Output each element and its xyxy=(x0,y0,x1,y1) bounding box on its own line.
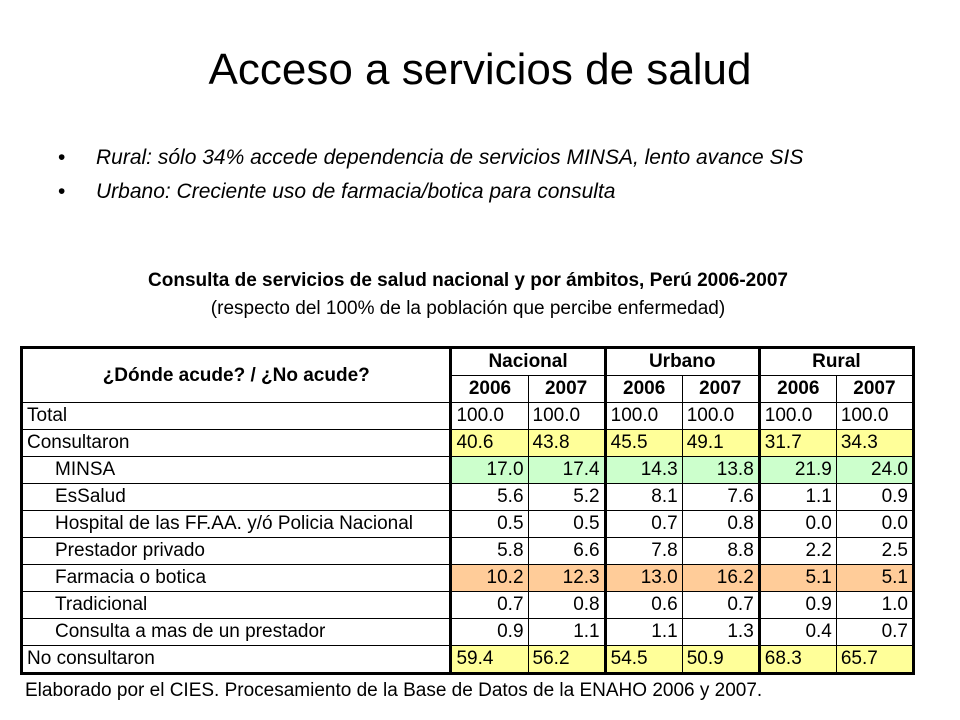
row-label: Total xyxy=(22,403,451,430)
cell-value: 5.1 xyxy=(759,565,836,592)
cell-value: 0.5 xyxy=(451,511,528,538)
cell-value: 0.8 xyxy=(528,592,605,619)
group-header-urbano: Urbano xyxy=(605,348,759,376)
cell-value: 8.1 xyxy=(605,484,682,511)
group-header-nacional: Nacional xyxy=(451,348,605,376)
cell-value: 65.7 xyxy=(836,646,913,674)
cell-value: 21.9 xyxy=(759,457,836,484)
cell-value: 0.7 xyxy=(682,592,759,619)
cell-value: 0.0 xyxy=(759,511,836,538)
cell-value: 1.1 xyxy=(528,619,605,646)
cell-value: 0.7 xyxy=(605,511,682,538)
bullet-item xyxy=(58,180,878,203)
cell-value: 1.1 xyxy=(759,484,836,511)
bullet-mark: • xyxy=(58,180,66,203)
cell-value: 31.7 xyxy=(759,430,836,457)
cell-value: 0.9 xyxy=(836,484,913,511)
cell-value: 100.0 xyxy=(759,403,836,430)
cell-value: 10.2 xyxy=(451,565,528,592)
cell-value: 0.7 xyxy=(451,592,528,619)
cell-value: 8.8 xyxy=(682,538,759,565)
cell-value: 6.6 xyxy=(528,538,605,565)
cell-value: 43.8 xyxy=(528,430,605,457)
row-label: Consultaron xyxy=(22,430,451,457)
table-row-no-consultaron xyxy=(22,646,914,674)
cell-value: 0.9 xyxy=(451,619,528,646)
bullet-list xyxy=(58,146,878,214)
cell-value: 12.3 xyxy=(528,565,605,592)
cell-value: 100.0 xyxy=(605,403,682,430)
row-label: Prestador privado xyxy=(22,538,451,565)
cell-value: 0.8 xyxy=(682,511,759,538)
cell-value: 2.5 xyxy=(836,538,913,565)
cell-value: 14.3 xyxy=(605,457,682,484)
cell-value: 50.9 xyxy=(682,646,759,674)
cell-value: 68.3 xyxy=(759,646,836,674)
cell-value: 49.1 xyxy=(682,430,759,457)
table-title: Consulta de servicios de salud nacional y por ámbitos, Perú 2006-2007 xyxy=(148,270,788,291)
source-note: Elaborado por el CIES. Procesamiento de la Base de Datos de la ENAHO 2006 y 2007. xyxy=(25,680,763,701)
cell-value: 17.4 xyxy=(528,457,605,484)
cell-value: 100.0 xyxy=(836,403,913,430)
cell-value: 59.4 xyxy=(451,646,528,674)
cell-value: 13.8 xyxy=(682,457,759,484)
bullet-text: Rural: sólo 34% accede dependencia de servicios MINSA, lento avance SIS xyxy=(96,146,804,169)
table-row-essalud xyxy=(22,484,914,511)
cell-value: 17.0 xyxy=(451,457,528,484)
cell-value: 100.0 xyxy=(682,403,759,430)
cell-value: 0.9 xyxy=(759,592,836,619)
row-label: Tradicional xyxy=(22,592,451,619)
bullet-text: Urbano: Creciente uso de farmacia/botica para consulta xyxy=(96,180,616,203)
cell-value: 54.5 xyxy=(605,646,682,674)
table-row-consultaron xyxy=(22,430,914,457)
year-header: 2006 xyxy=(451,376,528,403)
question-header: ¿Dónde acude? / ¿No acude? xyxy=(22,348,451,403)
year-header: 2006 xyxy=(605,376,682,403)
table-row-total xyxy=(22,403,914,430)
cell-value: 1.1 xyxy=(605,619,682,646)
row-label: Hospital de las FF.AA. y/ó Policia Nacional xyxy=(22,511,451,538)
cell-value: 16.2 xyxy=(682,565,759,592)
cell-value: 0.0 xyxy=(836,511,913,538)
cell-value: 5.6 xyxy=(451,484,528,511)
group-header-row xyxy=(22,348,914,376)
table-row-multi-prestador xyxy=(22,619,914,646)
cell-value: 1.3 xyxy=(682,619,759,646)
cell-value: 40.6 xyxy=(451,430,528,457)
table-row-hospital-ffaa xyxy=(22,511,914,538)
table-row-farmacia xyxy=(22,565,914,592)
cell-value: 0.7 xyxy=(836,619,913,646)
table-row-tradicional xyxy=(22,592,914,619)
table-subtitle: (respecto del 100% de la población que percibe enfermedad) xyxy=(210,298,726,319)
cell-value: 5.8 xyxy=(451,538,528,565)
year-header: 2006 xyxy=(759,376,836,403)
cell-value: 34.3 xyxy=(836,430,913,457)
cell-value: 0.6 xyxy=(605,592,682,619)
cell-value: 5.2 xyxy=(528,484,605,511)
cell-value: 13.0 xyxy=(605,565,682,592)
group-header-rural: Rural xyxy=(759,348,913,376)
row-label: No consultaron xyxy=(22,646,451,674)
row-label: MINSA xyxy=(22,457,451,484)
year-header: 2007 xyxy=(682,376,759,403)
year-header: 2007 xyxy=(528,376,605,403)
cell-value: 100.0 xyxy=(528,403,605,430)
row-label: Consulta a mas de un prestador xyxy=(22,619,451,646)
table-row-prestador-privado xyxy=(22,538,914,565)
cell-value: 100.0 xyxy=(451,403,528,430)
cell-value: 56.2 xyxy=(528,646,605,674)
table-row-minsa xyxy=(22,457,914,484)
slide-title: Acceso a servicios de salud xyxy=(208,45,752,94)
cell-value: 7.8 xyxy=(605,538,682,565)
cell-value: 45.5 xyxy=(605,430,682,457)
cell-value: 0.5 xyxy=(528,511,605,538)
row-label: Farmacia o botica xyxy=(22,565,451,592)
cell-value: 2.2 xyxy=(759,538,836,565)
cell-value: 7.6 xyxy=(682,484,759,511)
health-services-table xyxy=(20,346,915,675)
cell-value: 1.0 xyxy=(836,592,913,619)
cell-value: 24.0 xyxy=(836,457,913,484)
bullet-mark: • xyxy=(58,146,66,169)
cell-value: 5.1 xyxy=(836,565,913,592)
row-label: EsSalud xyxy=(22,484,451,511)
bullet-item xyxy=(58,146,878,169)
year-header: 2007 xyxy=(836,376,913,403)
cell-value: 0.4 xyxy=(759,619,836,646)
